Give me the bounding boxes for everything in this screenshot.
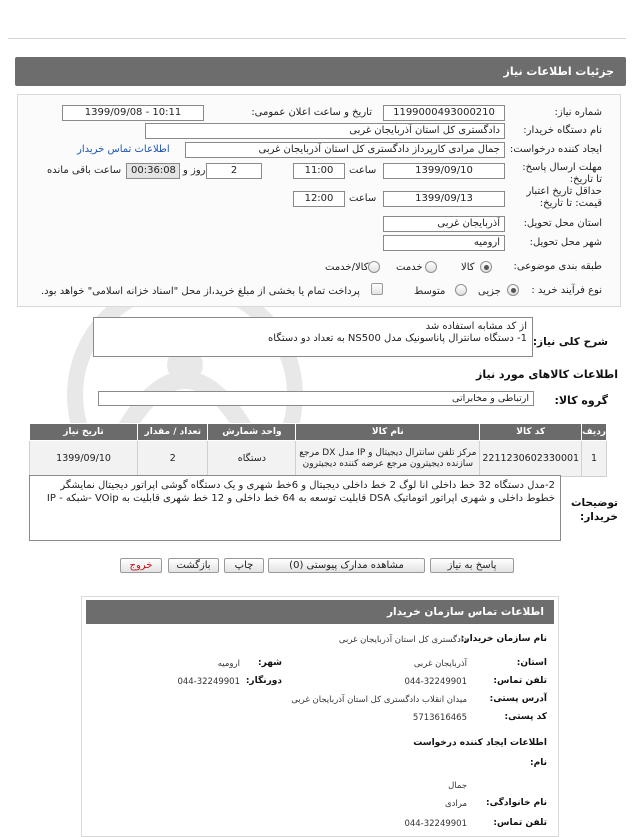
remaining-label: ساعت باقی مانده	[47, 165, 122, 176]
contact-province-label: استان:	[516, 658, 547, 668]
need-number-field: 1199000493000210	[383, 105, 505, 121]
creator-name-value: جمال	[448, 781, 467, 791]
category-option-both: کالا/خدمت	[325, 262, 369, 273]
city-label: شهر محل تحویل:	[529, 237, 602, 248]
announce-label: تاریخ و ساعت اعلان عمومی:	[251, 107, 372, 118]
goods-table	[29, 423, 607, 477]
validity-time-label: ساعت	[349, 193, 377, 204]
goods-group-field: ارتباطی و مخابراتی	[98, 391, 534, 406]
creator-family-label: نام خانوادگی:	[485, 798, 547, 808]
goods-group-label: گروه کالا:	[554, 394, 608, 407]
row-unit: دستگاه	[208, 441, 296, 477]
back-button[interactable]: بازگشت	[168, 558, 219, 573]
buyer-contact-link[interactable]: اطلاعات تماس خریدار	[77, 144, 170, 155]
contact-address-value: میدان انقلاب دادگستری کل استان آذربایجان غربی	[291, 695, 467, 705]
goods-table-header	[30, 424, 607, 441]
process-option-medium: متوسط	[414, 286, 446, 297]
contact-postal-value: 5713616465	[412, 713, 467, 723]
buyer-org-label: نام دستگاه خریدار:	[523, 125, 602, 136]
process-radio-medium[interactable]	[455, 284, 467, 296]
contact-phone-label: تلفن تماس:	[493, 676, 547, 686]
process-label: نوع فرآیند خرید :	[531, 285, 602, 296]
exit-button[interactable]: خروج	[120, 558, 162, 573]
validity-label: حداقل تاریخ اعتبار قیمت: تا تاریخ:	[526, 186, 602, 209]
deadline-time-label: ساعت	[349, 165, 377, 176]
process-option-minor: جزیی	[478, 286, 501, 297]
contact-address-label: آدرس پستی:	[489, 694, 547, 704]
col-date: تاریخ نیاز	[30, 424, 138, 441]
print-button[interactable]: چاپ	[224, 558, 264, 573]
buyer-notes-box: 2-مدل دستگاه 32 خط داخلی انا لوگ 2 خط داخلی دیجیتال و 6خط شهری و یک دستگاه گوشی اپراتور دیجیتال نمایشگر خطوط داخلی و شهری اپراتور اتوماتیک DSA قابلیت توسعه به 64 خط داخلی و 12 خط شهری قابلیت به VOip -شبکه - IP	[29, 475, 561, 541]
contact-org-value: دادگستری کل استان آذربایجان غربی	[338, 635, 467, 645]
city-field: ارومیه	[383, 235, 505, 251]
contact-org-label: نام سازمان خریدار:	[460, 634, 547, 644]
contact-fax-value: 044-32249901	[177, 677, 240, 687]
table-row	[30, 441, 607, 477]
category-radio-service[interactable]	[425, 261, 437, 273]
contact-panel-title: اطلاعات تماس سازمان خریدار	[86, 600, 554, 624]
process-radio-minor[interactable]	[507, 284, 519, 296]
remaining-time-field: 00:36:08	[126, 163, 180, 179]
description-box	[93, 317, 533, 357]
row-number: 1	[582, 441, 607, 477]
deadline-label: مهلت ارسال پاسخ: تا تاریخ:	[522, 162, 602, 185]
page-header: جزئیات اطلاعات نیاز	[15, 57, 626, 86]
contact-province-value: آذربایجان غربی	[413, 659, 467, 669]
days-label: روز و	[183, 165, 206, 176]
creator-section-title: اطلاعات ایجاد کننده درخواست	[413, 738, 547, 748]
contact-city-label: شهر:	[258, 658, 282, 668]
attachments-button[interactable]: مشاهده مدارک پیوستی (0)	[268, 558, 425, 573]
category-radio-goods[interactable]	[480, 261, 492, 273]
need-number-label: شماره نیاز:	[554, 107, 602, 118]
contact-phone-value: 044-32249901	[404, 677, 467, 687]
category-option-service: خدمت	[396, 262, 423, 273]
row-code: 2211230602330001	[480, 441, 582, 477]
col-row: ردیف	[582, 424, 607, 441]
creator-phone-label: تلفن تماس:	[493, 818, 547, 828]
reply-button[interactable]: پاسخ به نیاز	[430, 558, 514, 573]
col-unit: واحد شمارش	[208, 424, 296, 441]
treasury-note: پرداخت تمام یا بخشی از مبلغ خرید،از محل "اسناد خزانه اسلامی" خواهد بود.	[41, 286, 360, 297]
buyer-notes-label: توضیحات خریدار:	[570, 497, 618, 523]
row-name: مرکز تلفن سانترال دیجیتال و IP مدل DX مرجع سازنده دیجیترون مرجع عرضه کننده دیجیترون	[296, 441, 480, 477]
creator-name-label: نام:	[530, 758, 547, 768]
col-qty: تعداد / مقدار	[138, 424, 208, 441]
deadline-date-field: 1399/09/10	[383, 163, 505, 179]
validity-date-field: 1399/09/13	[383, 191, 505, 207]
province-field: آذربایجان غربی	[383, 216, 505, 232]
row-date: 1399/09/10	[30, 441, 138, 477]
col-name: نام کالا	[296, 424, 480, 441]
col-code: کد کالا	[480, 424, 582, 441]
description-line1: از کد مشابه استفاده شد	[425, 321, 527, 332]
goods-section-title: اطلاعات کالاهای مورد نیاز	[476, 368, 618, 381]
creator-field: جمال مرادی کارپرداز دادگستری کل استان آذربایجان غربی	[185, 142, 505, 158]
creator-label: ایجاد کننده درخواست:	[509, 144, 602, 155]
province-label: استان محل تحویل:	[523, 218, 602, 229]
contact-fax-label: دورنگار:	[245, 676, 282, 686]
deadline-time-field: 11:00	[293, 163, 345, 179]
validity-time-field: 12:00	[293, 191, 345, 207]
category-radio-both[interactable]	[368, 261, 380, 273]
days-field: 2	[206, 163, 262, 179]
buyer-org-field: دادگستری کل استان آذربایجان غربی	[145, 123, 505, 139]
category-option-goods: کالا	[461, 262, 475, 273]
contact-city-value: ارومیه	[217, 659, 240, 669]
top-divider	[8, 38, 626, 39]
creator-family-value: مرادی	[444, 799, 467, 809]
row-qty: 2	[138, 441, 208, 477]
treasury-checkbox[interactable]	[371, 283, 383, 295]
contact-postal-label: کد پستی:	[504, 712, 547, 722]
category-label: طبقه بندی موضوعی:	[513, 261, 602, 272]
description-line2: 1- دستگاه سانترال پاناسونیک مدل NS500 به تعداد دو دستگاه	[268, 333, 527, 344]
description-label: شرح کلی نیاز:	[532, 336, 608, 348]
announce-field: 1399/09/08 - 10:11	[62, 105, 204, 121]
creator-phone-value: 044-32249901	[404, 819, 467, 829]
